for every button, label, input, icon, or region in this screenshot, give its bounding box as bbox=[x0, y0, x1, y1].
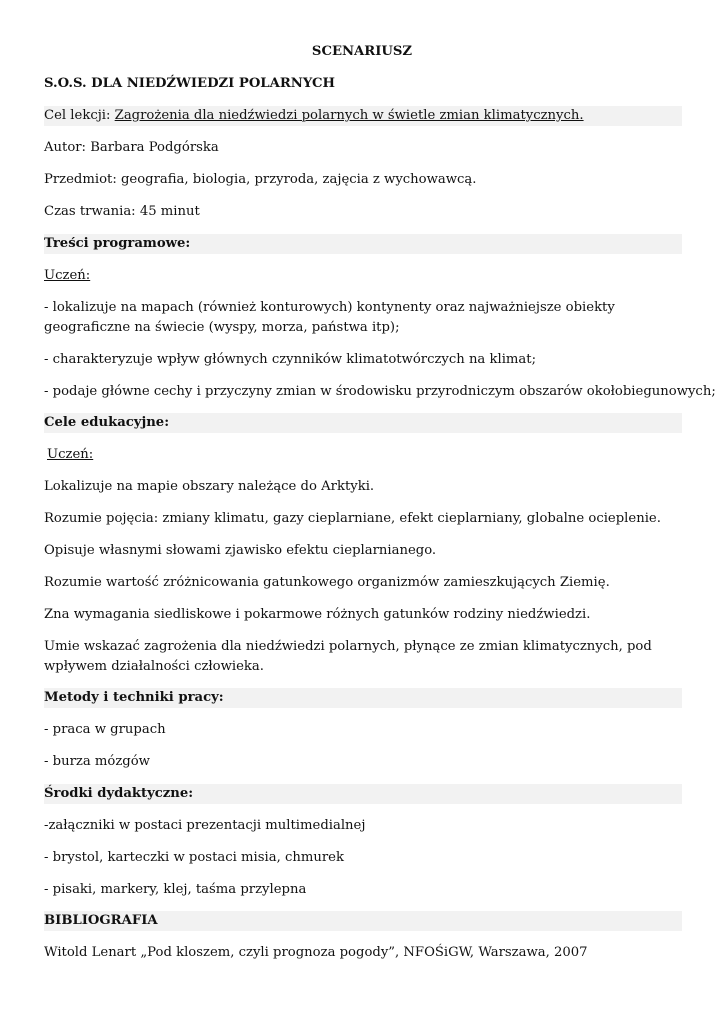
program-item: - charakteryzuje wpływ głównych czynników klimatotwórczych na klimat; bbox=[44, 352, 537, 367]
goal-item: Zna wymagania siedliskowe i pokarmowe różnych gatunków rodziny niedźwiedzi. bbox=[44, 607, 591, 622]
bibliography-entry: Witold Lenart „Pod kloszem, czyli prognoza pogody”, NFOŚiGW, Warszawa, 2007 bbox=[44, 945, 588, 960]
method-item: - praca w grupach bbox=[44, 722, 166, 737]
document-title: SCENARIUSZ bbox=[311, 44, 413, 59]
lesson-goal-label: Cel lekcji: bbox=[44, 108, 115, 123]
lesson-goal-text: Zagrożenia dla niedźwiedzi polarnych w świetle zmian klimatycznych. bbox=[114, 108, 584, 123]
author: Autor: Barbara Podgórska bbox=[44, 140, 219, 155]
goals-heading: Cele edukacyjne: bbox=[44, 413, 682, 433]
method-item: - burza mózgów bbox=[44, 754, 150, 769]
program-student-label: Uczeń: bbox=[44, 268, 91, 283]
goals-student-row bbox=[44, 445, 685, 465]
subject: Przedmiot: geografia, biologia, przyroda, zajęcia z wychowawcą. bbox=[44, 172, 477, 187]
lesson-name: S.O.S. DLA NIEDŹWIEDZI POLARNYCH bbox=[44, 76, 335, 91]
bibliography-heading: BIBLIOGRAFIA bbox=[44, 911, 682, 931]
program-student-row bbox=[44, 266, 682, 286]
goal-item: Umie wskazać zagrożenia dla niedźwiedzi polarnych, płynące ze zmian klimatycznych, pod wpływem działalności człowieka. bbox=[44, 639, 652, 674]
goal-item: Rozumie wartość zróżnicowania gatunkowego organizmów zamieszkujących Ziemię. bbox=[44, 575, 610, 590]
program-item: - lokalizuje na mapach (również konturowych) kontynenty oraz najważniejsze obiekty geograficzne na świecie (wyspy, morza, państwa itp); bbox=[44, 300, 615, 335]
program-item: - podaje główne cechy i przyczyny zmian w środowisku przyrodniczym obszarów okołobiegunowych; bbox=[44, 384, 716, 399]
goals-student-label: Uczeń: bbox=[47, 447, 94, 462]
goal-item: Rozumie pojęcia: zmiany klimatu, gazy cieplarniane, efekt cieplarniany, globalne ocieplenie. bbox=[44, 511, 661, 526]
program-heading: Treści programowe: bbox=[44, 234, 682, 254]
lesson-goal bbox=[44, 106, 682, 126]
goal-item: Lokalizuje na mapie obszary należące do Arktyki. bbox=[44, 479, 375, 494]
material-item: -załączniki w postaci prezentacji multimedialnej bbox=[44, 818, 366, 833]
materials-heading: Środki dydaktyczne: bbox=[44, 784, 682, 804]
methods-heading: Metody i techniki pracy: bbox=[44, 688, 682, 708]
duration: Czas trwania: 45 minut bbox=[44, 204, 200, 219]
material-item: - pisaki, markery, klej, taśma przylepna bbox=[44, 882, 307, 897]
material-item: - brystol, karteczki w postaci misia, chmurek bbox=[44, 850, 344, 865]
goal-item: Opisuje własnymi słowami zjawisko efektu cieplarnianego. bbox=[44, 543, 437, 558]
